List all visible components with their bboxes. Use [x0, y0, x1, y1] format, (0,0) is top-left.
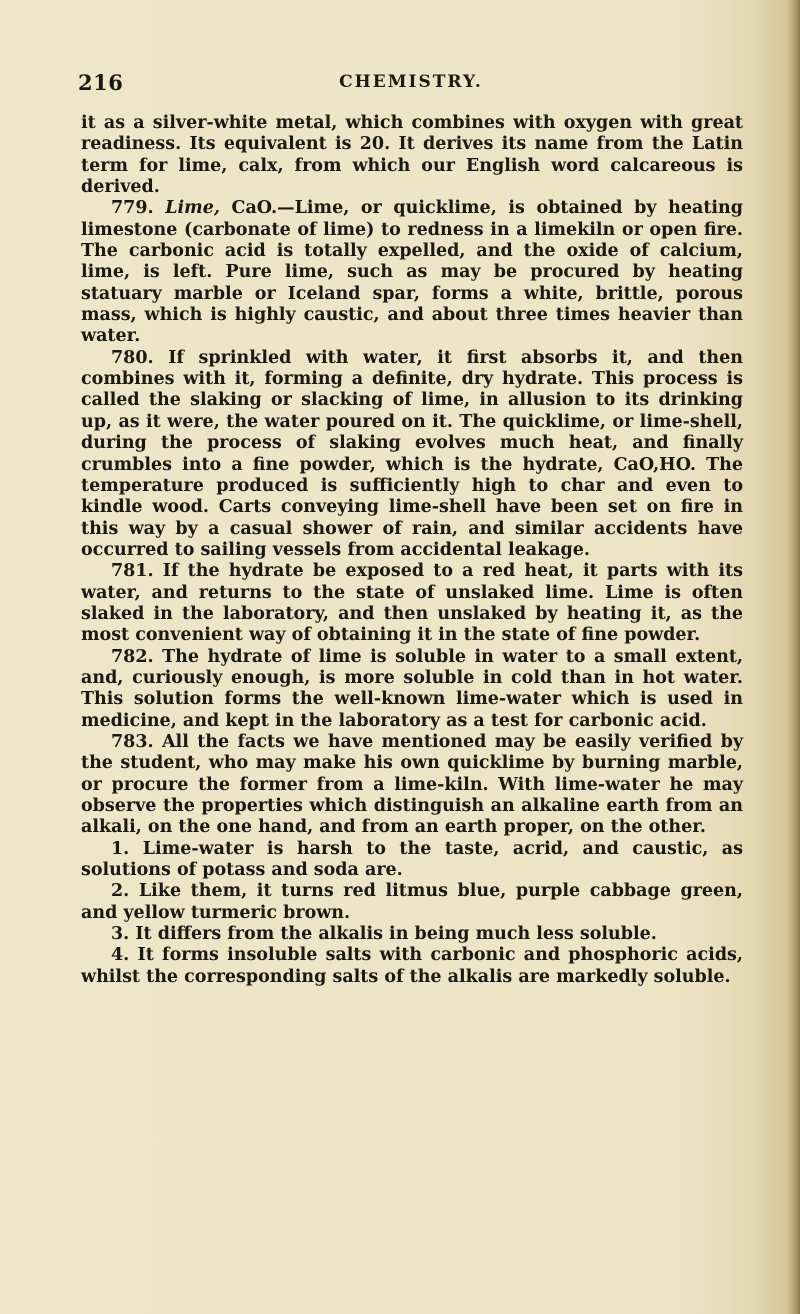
paragraph-number: 782.	[111, 646, 154, 667]
page-header	[78, 70, 744, 98]
list-item-number: 3.	[111, 924, 130, 945]
list-item-4	[81, 945, 743, 988]
paragraph-780	[81, 348, 743, 561]
list-item-text: Like them, it turns red litmus blue, purple cabbage green, and yellow turmeric brown.	[81, 881, 744, 923]
body-text	[81, 113, 743, 988]
paragraph-number: 781.	[111, 561, 154, 582]
paragraph-text: If the hydrate be exposed to a red heat, it parts with its water, and returns to the state of unslaked lime. Lime is often slaked in the laboratory, and then unslaked by heating it, as the most convenient way of obtaining it in the state of fine powder.	[81, 561, 743, 646]
list-item-3	[81, 924, 743, 945]
paragraph-number: 780.	[111, 347, 154, 368]
paragraph-text: If sprinkled with water, it first absorbs it, and then combines with it, forming a definite, dry hydrate. This process is called the slaking or slacking of lime, in allusion to its drinking up, as it were, the water poured on it. The quicklime, or lime-shell, during the process of slaking evolves much heat, and finally crumbles into a fine powder, which is the hydrate, CaO,HO. The temperature produced is sufficiently high to char and even to kindle wood. Carts conveying lime-shell have been set on fire in this way by a casual shower of rain, and similar accidents have occurred to sailing vessels from accidental leakage.	[81, 347, 744, 560]
page-edge-shadow	[786, 0, 800, 1314]
paragraph-number: 783.	[111, 731, 154, 752]
paragraph-text: The hydrate of lime is soluble in water to a small extent, and, curiously enough, is more soluble in cold than in hot water. This solution forms the well-known lime-water which is used in medicine, and kept in the laboratory as a test for carbonic acid.	[81, 646, 743, 731]
running-head: CHEMISTRY.	[339, 72, 483, 92]
paragraph-text: it as a silver-white metal, which combines with oxygen with great readiness. Its equivalent is 20. It derives its name from the Latin term for lime, calx, from which our English word calcareous is derived.	[81, 113, 743, 198]
list-item-1	[81, 839, 743, 882]
list-item-text: Lime-water is harsh to the taste, acrid, and caustic, as solutions of potass and soda are.	[81, 838, 743, 881]
paragraph-number: 779.	[111, 198, 154, 219]
list-item-text: It forms insoluble salts with carbonic and phosphoric acids, whilst the corresponding salts of the alkalis are markedly soluble.	[81, 945, 744, 987]
paragraph-continuation	[81, 113, 743, 198]
paragraph-781	[81, 561, 743, 646]
page-number: 216	[78, 70, 124, 95]
list-item-2	[81, 881, 743, 924]
paragraph-text: All the facts we have mentioned may be easily verified by the student, who may make his own quicklime by burning marble, or procure the former from a lime-kiln. With lime-water he may observe the properties which distinguish an alkaline earth from an alkali, on the one hand, and from an earth proper, on the other.	[81, 731, 744, 838]
paragraph-779	[81, 198, 743, 347]
list-item-number: 2.	[111, 881, 130, 902]
list-item-number: 1.	[111, 838, 130, 859]
paragraph-text: CaO.—Lime, or quicklime, is obtained by heating limestone (carbonate of lime) to redness in a limekiln or open fire. The carbonic acid is totally expelled, and the oxide of calcium, lime, is left. Pure lime, such as may be procured by heating statuary marble or Iceland spar, forms a white, brittle, porous mass, which is highly caustic, and about three times heavier than water.	[81, 198, 744, 347]
list-item-text: It differs from the alkalis in being much less soluble.	[135, 924, 657, 945]
paragraph-782	[81, 647, 743, 732]
paragraph-title: Lime,	[165, 198, 220, 219]
list-item-number: 4.	[111, 945, 130, 966]
paragraph-783	[81, 732, 743, 839]
